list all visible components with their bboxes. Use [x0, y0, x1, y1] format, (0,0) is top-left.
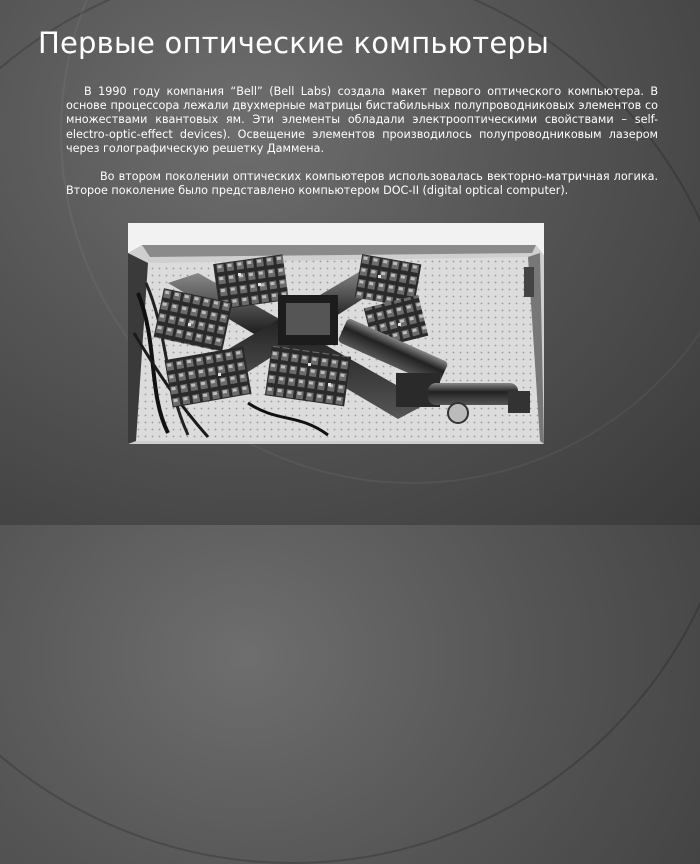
paragraph-bell-labs: В 1990 году компания “Bell” (Bell Labs) создала макет первого оптического компьютера. В основе процессора лежали двухмерные матрицы бистабильных полупроводниковых элементов со множествами квантовых ям. Эти элементы обладали электрооптическими свойствами – self-electro-optic-effect devices). Освещение элементов производилось полупроводниковым лазером через голографическую решетку Даммена. — [66, 85, 658, 155]
optical-computer-photo — [128, 223, 544, 444]
paragraph-second-generation: Во втором поколении оптических компьютеров использовалась векторно-матричная логика. Второе поколение было представлено компьютером DOC-II (digital optical computer). — [66, 170, 658, 198]
slide-title: Первые оптические компьютеры — [38, 26, 550, 60]
